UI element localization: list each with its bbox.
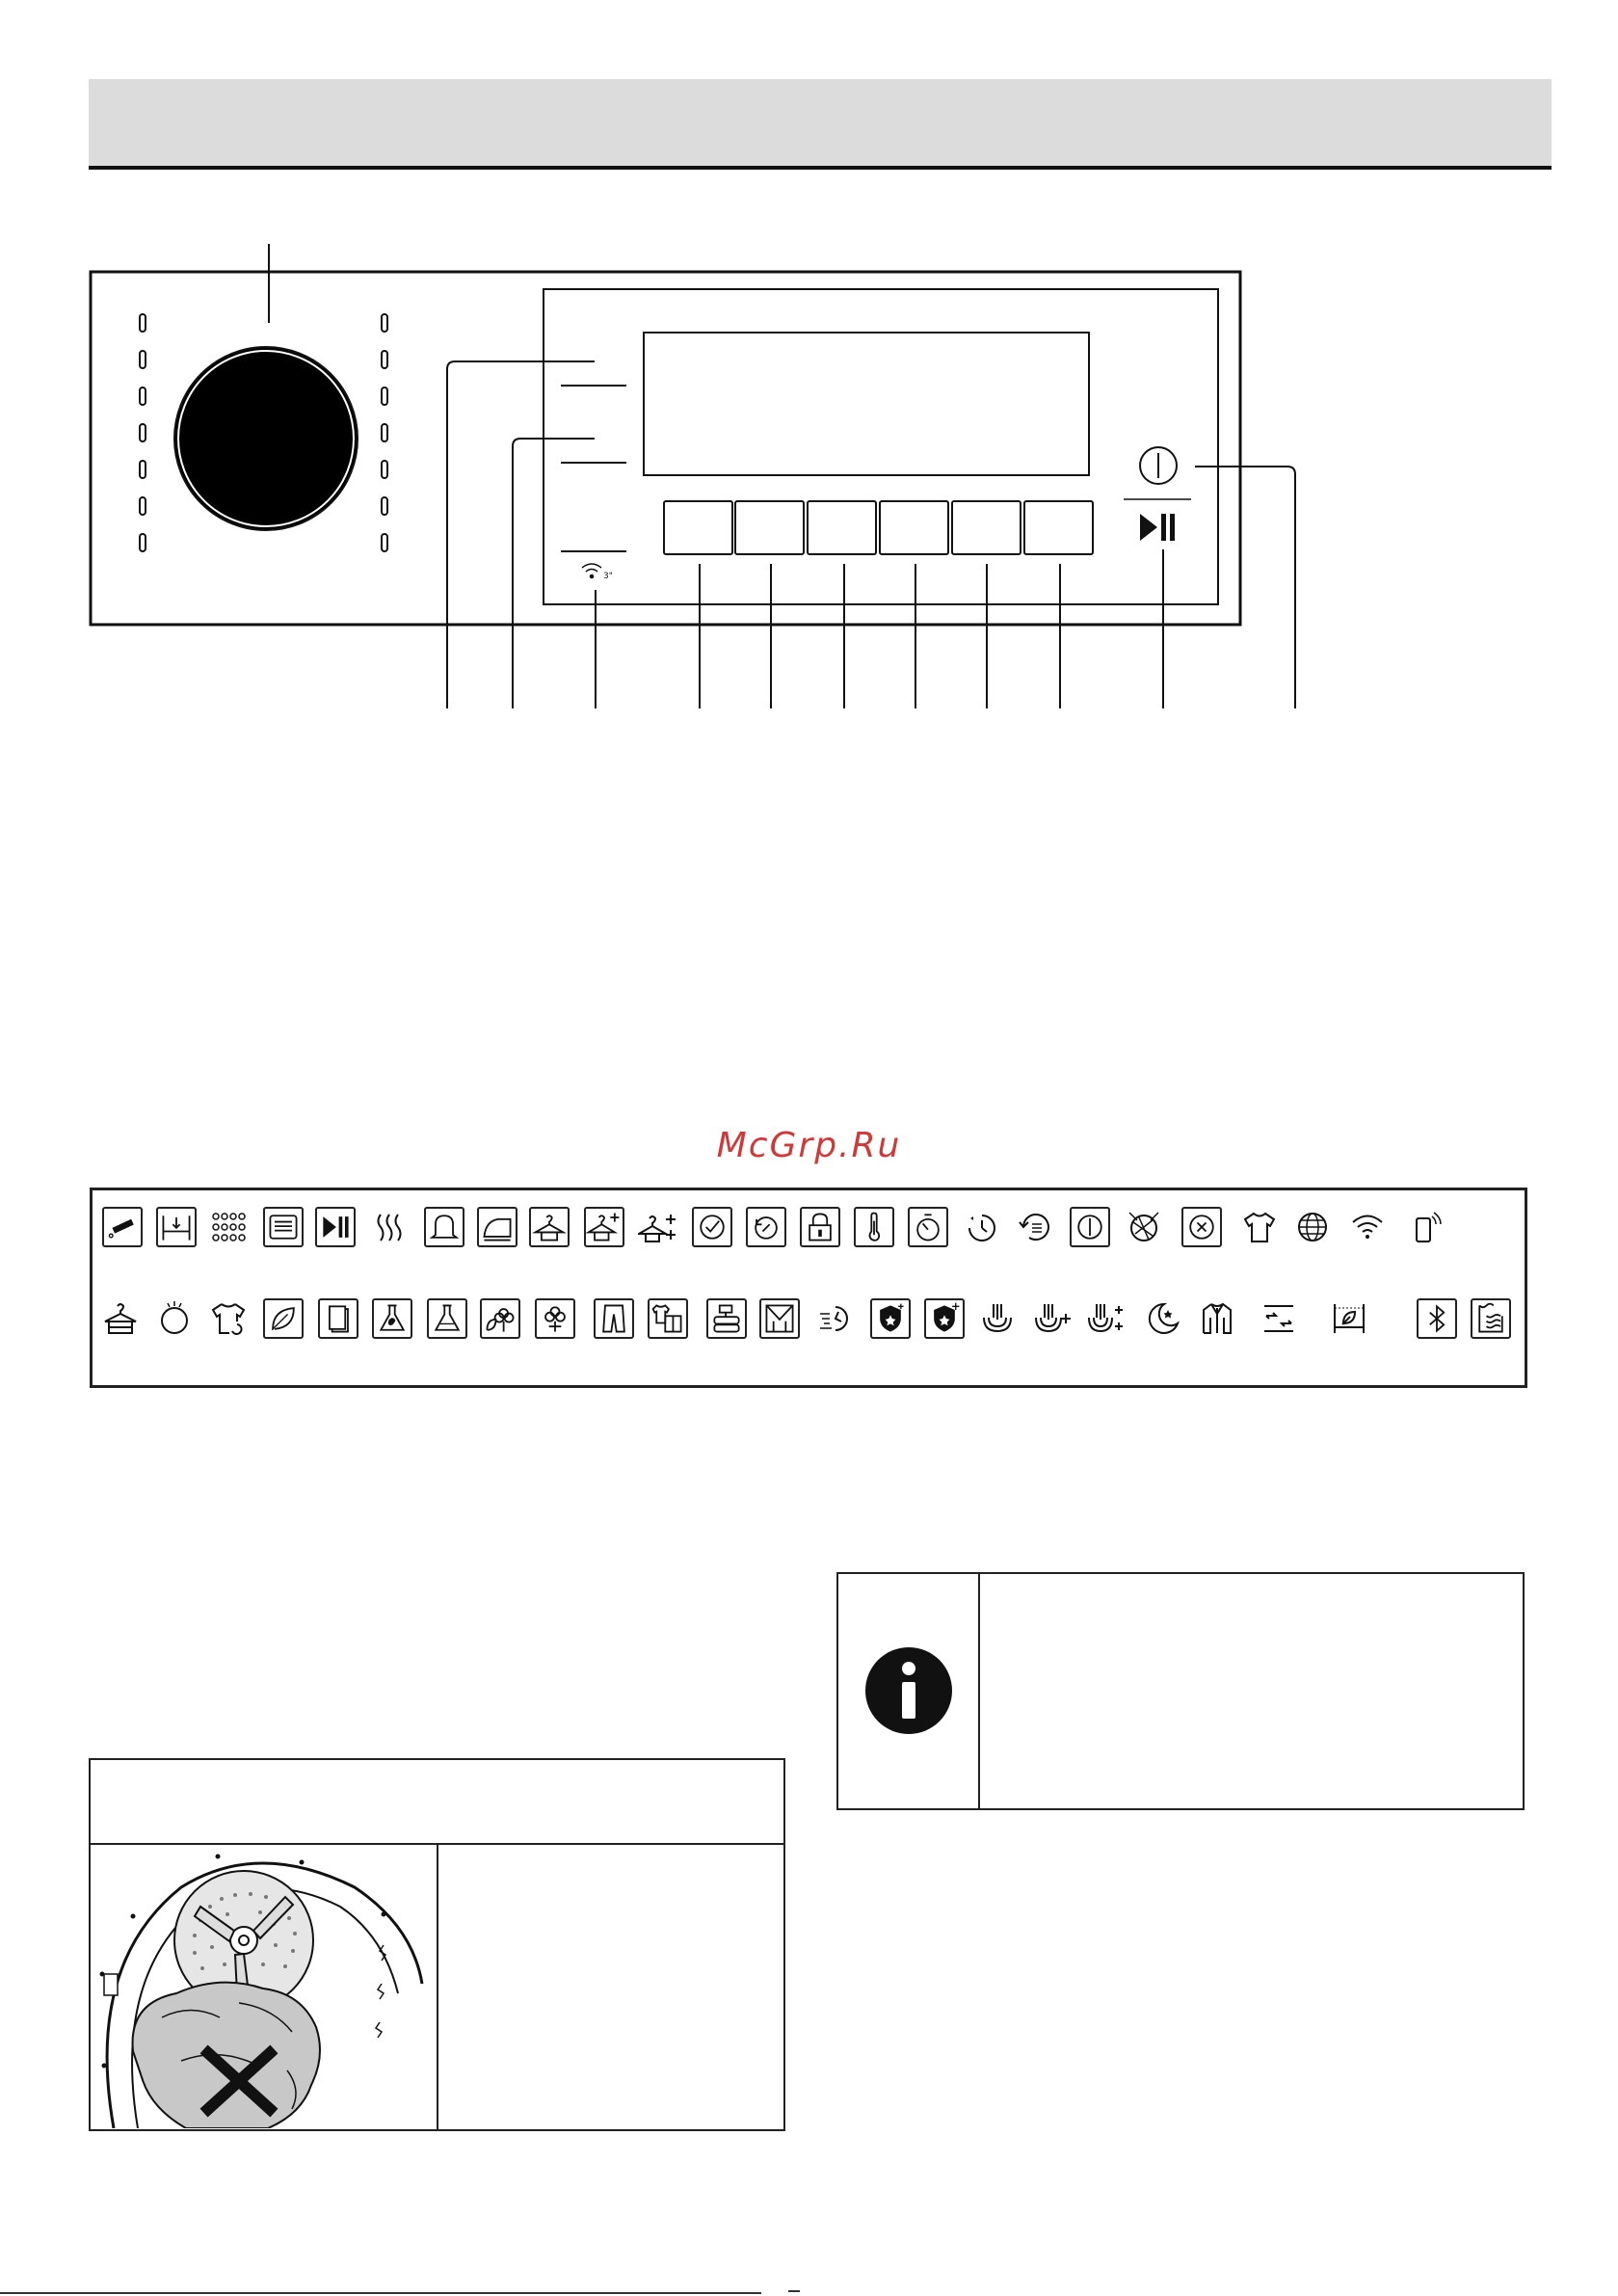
hanger-cupboard-icon	[100, 1298, 141, 1339]
symbol-panel	[90, 1188, 1527, 1388]
check-icon	[692, 1207, 732, 1247]
no-fan-icon	[1181, 1207, 1222, 1247]
synthetic-flask-icon	[427, 1298, 467, 1339]
shirts-icon	[648, 1298, 688, 1339]
hanger-dry-icon	[529, 1207, 570, 1247]
display-lines-icon	[263, 1207, 304, 1247]
info-icon	[863, 1645, 954, 1736]
detergent-icon	[102, 1207, 143, 1247]
eco-panel-icon	[1329, 1298, 1369, 1339]
outdoor-icon	[759, 1298, 800, 1339]
leader-lines	[447, 361, 1295, 708]
thermometer-icon	[854, 1207, 894, 1247]
wifi-label: 3"	[603, 572, 613, 581]
child-lock-icon	[800, 1207, 840, 1247]
towel-icon	[318, 1298, 358, 1339]
alarm-bell-icon	[424, 1207, 464, 1247]
night-mode-icon	[1143, 1298, 1183, 1339]
program-indicators-left	[140, 314, 146, 551]
function-buttons	[664, 501, 1093, 554]
iron-dry-icon	[477, 1207, 517, 1247]
lcd-screen	[644, 333, 1089, 475]
remote-phone-icon	[1405, 1207, 1446, 1247]
bedding-icon	[706, 1298, 747, 1339]
mixed-fabric-icon	[372, 1298, 412, 1339]
info-note-box	[836, 1572, 1525, 1810]
anti-crease-icon	[746, 1207, 786, 1247]
globe-icon	[1292, 1207, 1333, 1247]
hanger-dry-plus-plus-icon	[638, 1207, 678, 1247]
warning-box	[89, 1758, 785, 2131]
rinse-plus-icon	[1032, 1298, 1073, 1339]
dryer-drum-overload-illustration	[94, 1849, 434, 2128]
water-tank-icon	[1471, 1298, 1511, 1339]
cotton-eco-icon	[480, 1298, 520, 1339]
jacket-icon	[1197, 1298, 1237, 1339]
steam-icon	[369, 1207, 410, 1247]
wool-icon	[1124, 1207, 1164, 1247]
refresh-timer-icon	[1016, 1207, 1056, 1247]
jeans-icon	[594, 1298, 634, 1339]
hanger-dry-plus-icon	[584, 1207, 624, 1247]
wifi-icon	[1347, 1207, 1388, 1247]
start-pause-icon	[315, 1207, 356, 1247]
stopwatch-icon	[908, 1207, 948, 1247]
bed-linen-icon	[1259, 1298, 1299, 1339]
control-panel-diagram	[0, 0, 1618, 733]
power-icon	[1140, 447, 1177, 484]
hygiene-shield-icon	[870, 1298, 911, 1339]
rinse-icon	[977, 1298, 1018, 1339]
drum-light-icon	[154, 1298, 195, 1339]
power-icon	[1070, 1207, 1110, 1247]
delay-timer-icon	[962, 1207, 1002, 1247]
quick-dry-icon	[815, 1298, 856, 1339]
footer-tick	[788, 2290, 800, 2292]
rinse-plus-plus-icon	[1086, 1298, 1127, 1339]
footer-line	[0, 2292, 761, 2294]
watermark-text: McGrp.Ru	[716, 1126, 902, 1165]
cotton-icon	[535, 1298, 575, 1339]
program-indicators-right	[382, 314, 387, 551]
program-dots-icon	[208, 1207, 249, 1247]
start-pause-icon	[1140, 514, 1175, 541]
shirt-refresh-icon	[208, 1298, 249, 1339]
shirt-icon	[1239, 1207, 1280, 1247]
dryness-level-icon	[156, 1207, 197, 1247]
eco-leaf-icon	[263, 1298, 304, 1339]
wifi-icon	[582, 564, 601, 578]
bluetooth-icon	[1417, 1298, 1457, 1339]
hygiene-shield-plus-icon	[924, 1298, 965, 1339]
